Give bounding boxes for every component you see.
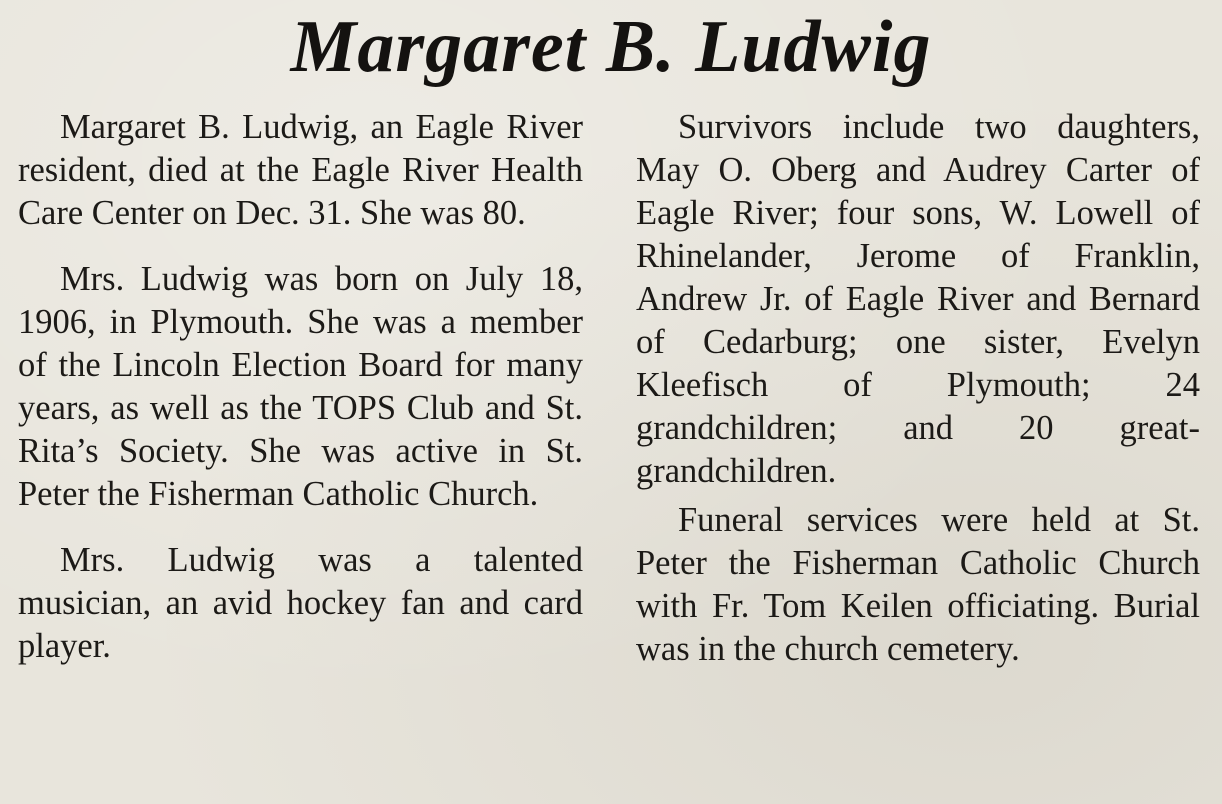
paragraph-interests: Mrs. Ludwig was a talented musician, an avid hockey fan and card player. — [18, 541, 583, 665]
right-column — [636, 106, 1200, 671]
left-column — [18, 106, 583, 668]
paragraph-survivors: Survivors include two daughters, May O. Oberg and Audrey Carter of Eagle River; four sons, W. Lowell of Rhinelander, Jerome of Franklin, Andrew Jr. of Eagle River and Bernard of Cedarburg; one sister, Evelyn Kleefisch of Plymouth; 24 grandchildren; and 20 great-grandchildren. — [636, 108, 1200, 490]
paragraph-death-notice: Margaret B. Ludwig, an Eagle River resident, died at the Eagle River Health Care Center on Dec. 31. She was 80. — [18, 108, 583, 232]
obituary-headline: Margaret B. Ludwig — [290, 6, 932, 88]
paragraph-biography: Mrs. Ludwig was born on July 18, 1906, in Plymouth. She was a member of the Lincoln Election Board for many years, as well as the TOPS Club and St. Rita’s Society. She was active in St. Peter the Fisherman Catholic Church. — [18, 260, 583, 513]
paragraph-funeral-services: Funeral services were held at St. Peter the Fisherman Catholic Church with Fr. Tom Keilen officiating. Burial was in the church cemetery. — [636, 501, 1200, 668]
